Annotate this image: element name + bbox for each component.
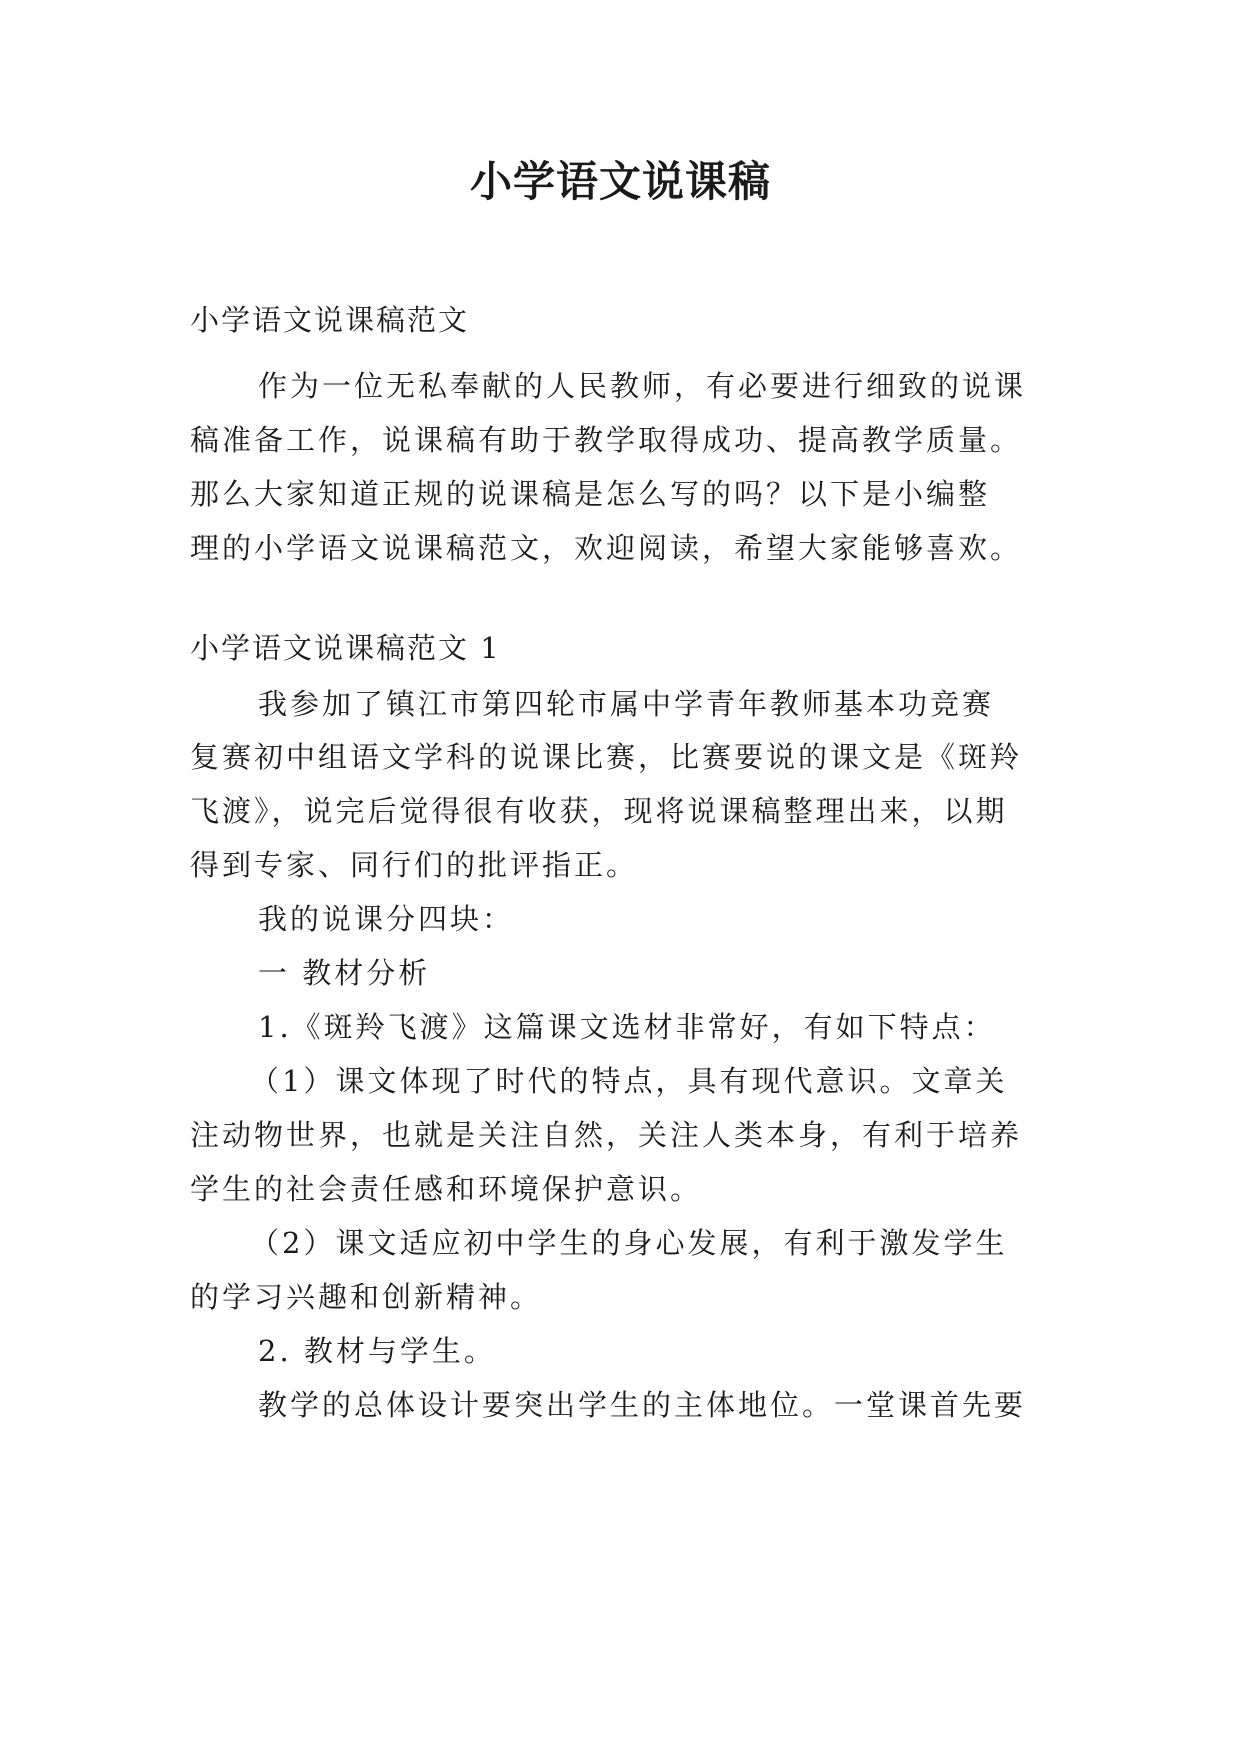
paragraph-line: 教学的总体设计要突出学生的主体地位。一堂课首先要: [258, 1388, 1027, 1422]
list-item: 1.《斑羚飞渡》这篇课文选材非常好，有如下特点：: [258, 1010, 996, 1044]
sub-item-line: 学生的社会责任感和环境保护意识。: [190, 1172, 703, 1206]
paragraph-line: 得到专家、同行们的批评指正。: [190, 848, 639, 882]
part-heading: 一 教材分析: [258, 956, 431, 990]
section-heading: 小学语文说课稿范文 1: [190, 631, 501, 665]
sub-item-line: （1）课文体现了时代的特点，具有现代意识。文章关: [250, 1064, 1008, 1098]
sub-item-line: （2）课文适应初中学生的身心发展，有利于激发学生: [250, 1226, 1008, 1260]
list-item: 2. 教材与学生。: [258, 1334, 496, 1368]
paragraph-line: 飞渡》，说完后觉得很有收获，现将说课稿整理出来，以期: [190, 794, 1008, 828]
sub-item-line: 注动物世界，也就是关注自然，关注人类本身，有利于培养: [190, 1118, 1023, 1152]
document-subtitle: 小学语文说课稿范文: [190, 303, 470, 337]
intro-line-4: 理的小学语文说课稿范文，欢迎阅读，希望大家能够喜欢。: [190, 531, 1023, 565]
paragraph-line: 我的说课分四块：: [258, 902, 515, 936]
intro-line-3: 那么大家知道正规的说课稿是怎么写的吗？以下是小编整: [190, 477, 991, 511]
intro-line-2: 稿准备工作，说课稿有助于教学取得成功、提高教学质量。: [190, 423, 1023, 457]
sub-item-line: 的学习兴趣和创新精神。: [190, 1280, 543, 1314]
page-title: 小学语文说课稿: [469, 157, 771, 206]
paragraph-line: 复赛初中组语文学科的说课比赛，比赛要说的课文是《斑羚: [190, 740, 1023, 774]
intro-line-1: 作为一位无私奉献的人民教师，有必要进行细致的说课: [258, 369, 1027, 403]
paragraph-line: 我参加了镇江市第四轮市属中学青年教师基本功竞赛: [258, 687, 995, 721]
